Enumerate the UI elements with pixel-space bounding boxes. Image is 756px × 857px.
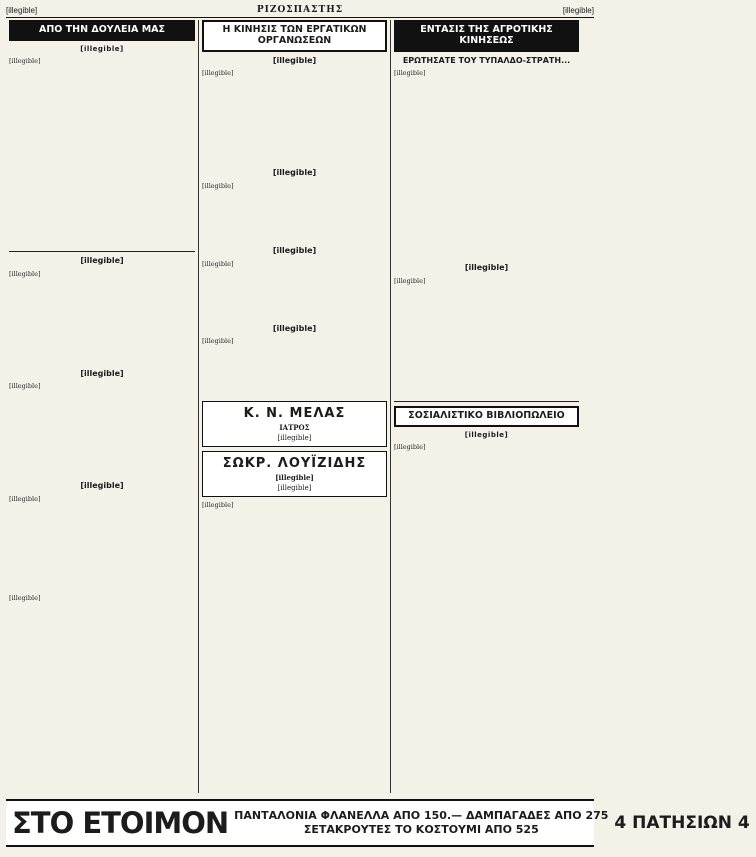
- article-text: [illegible]: [9, 382, 41, 391]
- article-text: [illegible]: [9, 593, 41, 602]
- banner-address: 4 ΠΑΤΗΣΙΩΝ 4: [614, 813, 750, 833]
- doctor-ad: [202, 401, 387, 447]
- column-left: [6, 20, 198, 793]
- ad-name: ΣΩΚΡ. ΛΟΥΪΖΙΔΗΣ: [222, 456, 367, 472]
- divider: [394, 401, 579, 402]
- article-heading: [illegible]: [80, 368, 124, 378]
- divider: [9, 251, 195, 252]
- ad-address: [illegible]: [277, 484, 312, 493]
- column-right-title: ΕΝΤΑΣΙΣ ΤΗΣ ΑΓΡΟΤΙΚΗΣ ΚΙΝΗΣΕΩΣ: [394, 20, 579, 52]
- paper-name: ΡΙΖΟΣΠΑΣΤΗΣ: [256, 5, 344, 15]
- bookshop-list: [illegible]: [394, 442, 426, 451]
- bookshop-heading: ΣΟΣΙΑΛΙΣΤΙΚΟ ΒΙΒΛΙΟΠΩΛΕΙΟ: [394, 406, 579, 427]
- column-left-section: [illegible]: [80, 44, 124, 53]
- banner-left: ΣΤΟ ΕΤΟΙΜΟΝ: [12, 806, 229, 840]
- column-middle: [198, 20, 390, 793]
- article-heading: [illegible]: [272, 246, 317, 256]
- page-body: [6, 20, 594, 793]
- article-text: [illegible]: [394, 277, 426, 286]
- article-text: [illegible]: [202, 501, 234, 510]
- page-number: [illegible]: [6, 5, 38, 15]
- masthead: [6, 3, 594, 18]
- ad-name: Κ. Ν. ΜΕΛΑΣ: [243, 406, 346, 422]
- column-left-title: ΑΠΟ ΤΗΝ ΔΟΥΛΕΙΑ ΜΑΣ: [9, 20, 195, 41]
- article-text: [illegible]: [9, 269, 41, 278]
- article-heading: ΕΡΩΤΗΣΑΤΕ ΤΟΥ ΤΥΠΑΛΔΟ-ΣΤΡΑΤΗ...: [402, 55, 571, 65]
- article-heading: [illegible]: [80, 255, 124, 265]
- banner-middle: [234, 809, 608, 837]
- article-text: [illegible]: [202, 69, 234, 78]
- ad-role: [illegible]: [275, 473, 314, 483]
- bookshop-subheading: [illegible]: [464, 430, 509, 439]
- business-ad: [202, 451, 387, 497]
- article-heading: [illegible]: [272, 323, 317, 333]
- article-text: [illegible]: [9, 56, 41, 65]
- article-text: [illegible]: [9, 494, 41, 503]
- article-heading: [illegible]: [272, 168, 317, 178]
- column-right: [390, 20, 582, 793]
- article-text: [illegible]: [394, 69, 426, 78]
- ad-address: [illegible]: [277, 434, 312, 443]
- article-heading: [illegible]: [80, 481, 124, 491]
- article-text: [illegible]: [202, 182, 234, 191]
- article-heading: [illegible]: [272, 55, 317, 65]
- banner-line-2: ΣΕΤΑΚΡΟΥΤΕΣ ΤΟ ΚΟΣΤΟΥΜΙ ΑΠΟ 525: [303, 823, 539, 836]
- banner-line-1: ΠΑΝΤΑΛΟΝΙΑ ΦΛΑΝΕΛΛΑ ΑΠΟ 150.— ΔΑΜΠΑΓΑΔΕΣ ΑΠΟ 275: [234, 809, 609, 823]
- ad-role: ΙΑΤΡΟΣ: [279, 423, 310, 433]
- article-heading: [illegible]: [464, 263, 509, 273]
- issue-date: [illegible]: [562, 5, 594, 15]
- article-text: [illegible]: [202, 337, 234, 346]
- article-text: [illegible]: [202, 259, 234, 268]
- bottom-advertisement: [6, 799, 750, 847]
- column-middle-title: Η ΚΙΝΗΣΙΣ ΤΩΝ ΕΡΓΑΤΙΚΩΝ ΟΡΓΑΝΩΣΕΩΝ: [202, 20, 387, 52]
